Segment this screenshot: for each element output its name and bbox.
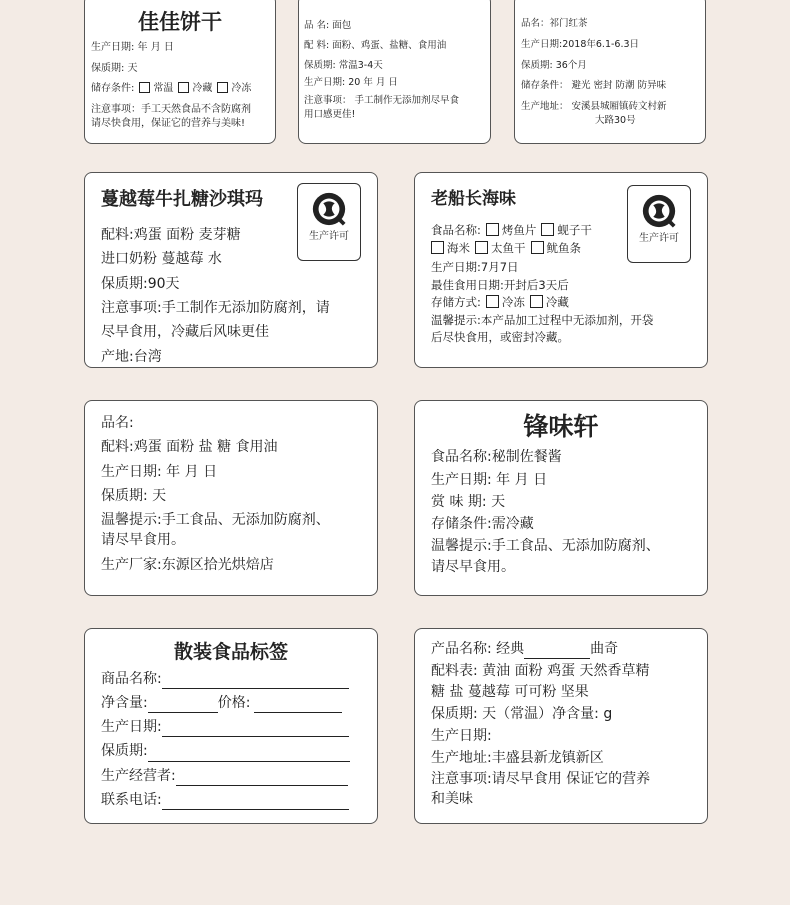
note-line: 温馨提示:手工食品、无添加防腐剂、 bbox=[101, 512, 330, 529]
address: 生产地址:丰盛县新龙镇新区 bbox=[431, 750, 604, 767]
checkbox-icon bbox=[178, 82, 189, 93]
badge-label: 生产许可 bbox=[309, 231, 349, 242]
field-row bbox=[101, 790, 377, 810]
blank-line bbox=[254, 698, 342, 713]
ingredients-line: 配料:鸡蛋 面粉 麦芽糖 bbox=[101, 227, 241, 244]
qs-license-badge bbox=[297, 183, 361, 261]
storage-option: 冷冻 bbox=[231, 83, 252, 95]
storage-option: 常温 bbox=[153, 83, 174, 95]
storage-label: 存储方式: bbox=[431, 295, 481, 310]
storage: 储存条件： 避光 密封 防潮 防异味 bbox=[521, 80, 667, 92]
food-option: 太鱼干 bbox=[491, 241, 526, 256]
field-row bbox=[101, 669, 377, 689]
field-label: 联系电话: bbox=[101, 792, 162, 809]
shelf-life: 保质期:90天 bbox=[101, 275, 180, 292]
note-line: 请尽早食用。 bbox=[431, 558, 515, 575]
field-label: 保质期: bbox=[101, 743, 148, 760]
ingredients-line: 糖 盐 蔓越莓 可可粉 坚果 bbox=[431, 683, 589, 700]
label-card-cranberry-saqima bbox=[84, 172, 378, 368]
best-before: 最佳食用日期:开封后3天后 bbox=[431, 277, 569, 292]
food-label: 食品名称: bbox=[431, 222, 481, 237]
address-line: 大路30号 bbox=[595, 114, 636, 126]
label-card-bakery bbox=[84, 400, 378, 596]
prod-date: 生产日期: 20 年 月 日 bbox=[304, 77, 398, 89]
label-card-classic-cookie bbox=[414, 628, 708, 824]
product-name: 品 名: 面包 bbox=[304, 20, 352, 31]
note-line: 请尽早食用。 bbox=[101, 532, 185, 549]
checkbox-icon bbox=[431, 241, 444, 254]
prod-date: 生产日期:2018年6.1-6.3日 bbox=[521, 38, 640, 50]
food-option: 烤鱼片 bbox=[501, 222, 537, 237]
blank-line bbox=[162, 674, 349, 689]
storage-option: 冷冻 bbox=[501, 295, 525, 310]
note-line: 注意事项:手工制作无添加防腐剂，请 bbox=[101, 299, 330, 316]
label-card-fengweixuan bbox=[414, 400, 708, 596]
shelf-life: 保质期: 天 bbox=[101, 487, 167, 504]
note-line: 尽早食用，冷藏后风味更佳 bbox=[101, 324, 269, 341]
product-name: 产品名称: 经典 bbox=[431, 641, 525, 657]
note-line: 和美味 bbox=[431, 791, 473, 808]
prod-date: 生产日期: 年 月 日 bbox=[91, 42, 174, 54]
field-row bbox=[101, 741, 377, 761]
storage-option: 冷藏 bbox=[545, 295, 569, 310]
field-label: 生产日期: bbox=[101, 719, 162, 736]
blank-line bbox=[162, 795, 349, 810]
badge-label: 生产许可 bbox=[639, 233, 679, 244]
note-line: 注意事项： 手工制作无添加剂尽早食 bbox=[304, 95, 460, 107]
checkbox-icon bbox=[541, 223, 554, 236]
note-line: 注意事项:请尽早食用 保证它的营养 bbox=[431, 770, 651, 787]
label-card-keemun-tea bbox=[514, 0, 706, 144]
field-label: 商品名称: bbox=[101, 670, 162, 687]
field-row bbox=[101, 717, 377, 737]
card-title: 佳佳饼干 bbox=[138, 10, 222, 34]
product-name: 品名: bbox=[101, 415, 134, 431]
ingredients: 配 料: 面粉、鸡蛋、盐糖、食用油 bbox=[304, 39, 447, 51]
field-label: 价格: bbox=[217, 694, 251, 711]
note-line: 注意事项：手工天然食品不含防腐剂 bbox=[91, 103, 251, 115]
note-line: 温馨提示:本产品加工过程中无添加剂，开袋 bbox=[431, 313, 654, 327]
checkbox-icon bbox=[530, 295, 543, 308]
checkbox-icon bbox=[217, 82, 228, 93]
label-card-captain-seafood bbox=[414, 172, 708, 368]
address-line: 生产地址： 安溪县城厢镇砖文村新 bbox=[521, 101, 667, 113]
ingredients-line: 进口奶粉 蔓越莓 水 bbox=[101, 251, 222, 268]
food-option: 鱿鱼条 bbox=[546, 241, 581, 256]
checkbox-icon bbox=[486, 295, 499, 308]
label-card-bulk-food bbox=[84, 628, 378, 824]
blank-line bbox=[148, 698, 218, 713]
note-line: 用口感更佳! bbox=[304, 108, 356, 120]
card-title: 老船长海味 bbox=[431, 189, 516, 209]
best-period: 赏 味 期: 天 bbox=[431, 493, 506, 510]
card-title: 散装食品标签 bbox=[173, 641, 288, 663]
note-line: 请尽快食用，保证它的营养与美味! bbox=[91, 118, 246, 130]
food-option: 海米 bbox=[447, 241, 470, 256]
field-label: 生产经营者: bbox=[101, 767, 176, 784]
storage: 存储条件:需冷藏 bbox=[431, 516, 534, 533]
blank-line bbox=[524, 644, 590, 659]
prod-date: 生产日期: 年 月 日 bbox=[101, 463, 218, 480]
food-option: 蚬子干 bbox=[557, 222, 592, 237]
product-name: 品名：祁门红茶 bbox=[521, 18, 588, 29]
prod-date: 生产日期:7月7日 bbox=[431, 259, 519, 274]
storage-row bbox=[91, 82, 275, 97]
field-row bbox=[101, 766, 377, 786]
ingredients-line: 配料表: 黄油 面粉 鸡蛋 天然香草精 bbox=[431, 663, 650, 680]
checkbox-icon bbox=[486, 223, 499, 236]
product-name-suffix: 曲奇 bbox=[590, 641, 619, 657]
product-name-row bbox=[431, 639, 707, 659]
ingredients: 配料:鸡蛋 面粉 盐 糖 食用油 bbox=[101, 439, 278, 456]
shelf-life: 保质期: 常温3-4天 bbox=[304, 59, 383, 71]
checkbox-icon bbox=[139, 82, 150, 93]
field-row bbox=[101, 693, 377, 713]
maker: 生产厂家:东源区拾光烘焙店 bbox=[101, 556, 274, 573]
qs-logo-icon bbox=[310, 190, 348, 228]
storage-label: 储存条件: bbox=[91, 83, 135, 95]
origin: 产地:台湾 bbox=[101, 348, 162, 365]
blank-line bbox=[176, 771, 348, 786]
prod-date: 生产日期: bbox=[431, 728, 492, 745]
note-line: 温馨提示:手工食品、无添加防腐剂、 bbox=[431, 538, 660, 555]
qs-license-badge bbox=[627, 185, 691, 263]
shelf-life: 保质期: 天（常温）净含量: g bbox=[431, 705, 613, 722]
storage-option: 冷藏 bbox=[192, 83, 213, 95]
field-label: 净含量: bbox=[101, 694, 148, 711]
checkbox-icon bbox=[475, 241, 488, 254]
qs-logo-icon bbox=[640, 192, 678, 230]
note-line: 后尽快食用，或密封冷藏。 bbox=[431, 329, 569, 344]
shelf-life: 保质期: 36个月 bbox=[521, 59, 587, 71]
blank-line bbox=[162, 722, 349, 737]
label-card-bread bbox=[298, 0, 491, 144]
checkbox-icon bbox=[531, 241, 544, 254]
card-title: 蔓越莓牛扎糖沙琪玛 bbox=[101, 189, 263, 210]
food-name: 食品名称:秘制佐餐酱 bbox=[431, 449, 562, 466]
shelf-life: 保质期: 天 bbox=[91, 62, 138, 74]
prod-date: 生产日期: 年 月 日 bbox=[431, 471, 548, 488]
card-title: 锋味轩 bbox=[523, 412, 599, 441]
blank-line bbox=[148, 747, 350, 762]
storage-row bbox=[431, 294, 707, 311]
label-card-jiajia-biscuit bbox=[84, 0, 276, 144]
